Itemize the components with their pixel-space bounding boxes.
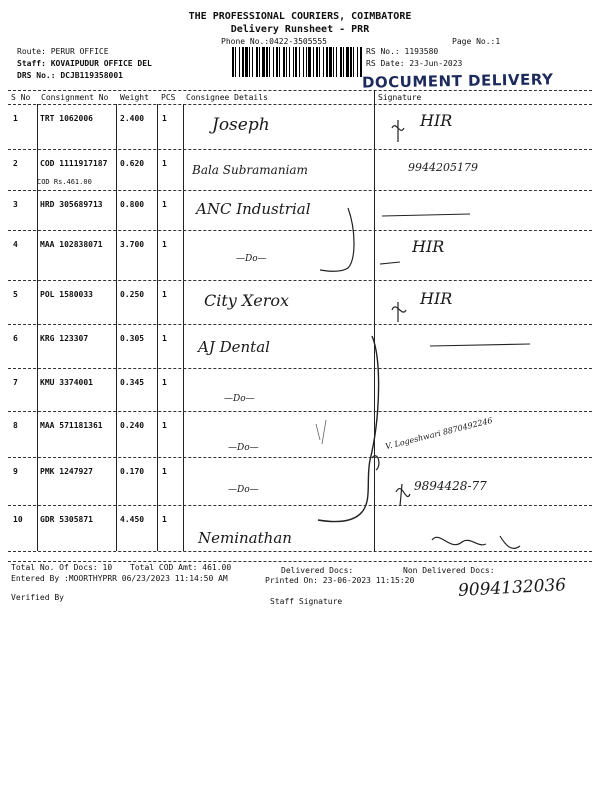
printed-on: Printed On: 23-06-2023 11:15:20 [265,576,415,585]
handwritten-phone: 9094132036 [457,575,567,601]
row-sno: 7 [13,378,18,387]
row-sno: 1 [13,114,18,123]
row-consignment: HRD 305689713 [40,200,103,209]
row-consignment: POL 1580033 [40,290,93,299]
page-number: Page No.:1 [452,37,501,46]
row-consignment: MAA 571181361 [40,421,103,430]
row-consignee: Bala Subramaniam [192,163,308,177]
col-pcs: PCS [161,93,176,102]
signature-scribble [396,484,410,506]
row-weight: 4.450 [120,515,145,524]
row-sno: 6 [13,334,18,343]
signature-line [430,344,530,346]
row-sno: 10 [13,515,23,524]
row-pcs: 1 [162,378,167,387]
rs-date: RS Date: 23-Jun-2023 [366,59,463,68]
row-pcs: 1 [162,159,167,168]
signature-scribble [316,420,326,444]
runsheet-title: Delivery Runsheet - PRR [230,24,370,35]
row-pcs: 1 [162,240,167,249]
row-sno: 2 [13,159,18,168]
total-cod: Total COD Amt: 461.00 [130,563,232,572]
non-delivered-docs: Non Delivered Docs: [403,566,495,575]
route-label: Route: PERUR OFFICE [17,47,109,56]
col-sno: S No [11,93,31,102]
row-consignee: —Do— [236,254,267,264]
document-delivery-stamp: DOCUMENT DELIVERY [361,70,554,92]
row-sno: 8 [13,421,18,430]
total-docs: Total No. Of Docs: 10 [11,563,113,572]
rs-number: RS No.: 1193580 [366,47,439,56]
row-signature: HIR [420,111,453,130]
row-weight: 3.700 [120,240,145,249]
row-weight: 0.240 [120,421,145,430]
row-pcs: 1 [162,290,167,299]
row-weight: 0.305 [120,334,145,343]
row-consignment: TRT 1062006 [40,114,93,123]
table-bottom-rule [8,551,592,552]
drs-number: DRS No.: DCJB119358001 [17,71,123,80]
row-consignment: COD 1111917187 [40,159,108,168]
row-pcs: 1 [162,114,167,123]
row-weight: 0.345 [120,378,145,387]
row-weight: 0.170 [120,467,145,476]
row-weight: 0.620 [120,159,145,168]
staff-signature: Staff Signature [270,597,343,606]
row-signature: HIR [412,237,445,256]
row-signature: 9944205179 [408,161,478,174]
bracket-mark [318,336,379,522]
entered-by: Entered By :MOORTHYPRR 06/23/2023 11:14:50 AM [11,574,228,583]
signature-scribble [392,302,406,322]
row-signature: V. Logeshwari 8870492246 [384,415,494,452]
row-signature: HIR [420,289,453,308]
row-pcs: 1 [162,334,167,343]
row-consignee: AJ Dental [198,338,270,356]
row-pcs: 1 [162,200,167,209]
col-consignment: Consignment No [41,93,109,102]
row-sno: 3 [13,200,18,209]
row-consignee: City Xerox [204,291,290,310]
row-sno: 5 [13,290,18,299]
row-pcs: 1 [162,515,167,524]
delivered-docs: Delivered Docs: [281,566,354,575]
row-consignment: KMU 3374001 [40,378,93,387]
row-consignment: PMK 1247927 [40,467,93,476]
row-consignee: ANC Industrial [196,200,311,218]
verified-by: Verified By [11,593,64,602]
signature-line [380,262,400,264]
phone-number: Phone No.:0422-3505555 [221,37,327,46]
table-close-rule [8,561,592,562]
row-consignee: —Do— [228,485,259,495]
row-pcs: 1 [162,421,167,430]
row-consignment: KRG 123307 [40,334,89,343]
row-sno: 4 [13,240,18,249]
row-cod-amount: COD Rs.461.00 [37,178,92,186]
row-weight: 2.400 [120,114,145,123]
signature-line [382,214,470,216]
col-weight: Weight [120,93,149,102]
row-signature: 9894428-77 [414,479,487,493]
row-consignee: Neminathan [198,529,292,547]
col-signature: Signature [378,93,422,102]
staff-label: Staff: KOVAIPUDUR OFFICE DEL [17,59,152,68]
row-weight: 0.800 [120,200,145,209]
signature-scribble [392,120,404,142]
signature-scribble [372,456,379,470]
signature-scribble [432,536,520,548]
row-weight: 0.250 [120,290,145,299]
col-consignee: Consignee Details [186,93,268,102]
company-name: THE PROFESSIONAL COURIERS, COIMBATORE [188,11,412,22]
row-consignment: GDR 5305871 [40,515,93,524]
row-consignee: —Do— [224,394,255,404]
row-consignment: MAA 102838071 [40,240,103,249]
bracket-mark [320,208,354,271]
row-pcs: 1 [162,467,167,476]
row-sno: 9 [13,467,18,476]
row-consignee: Joseph [212,115,270,135]
row-consignee: —Do— [228,443,259,453]
